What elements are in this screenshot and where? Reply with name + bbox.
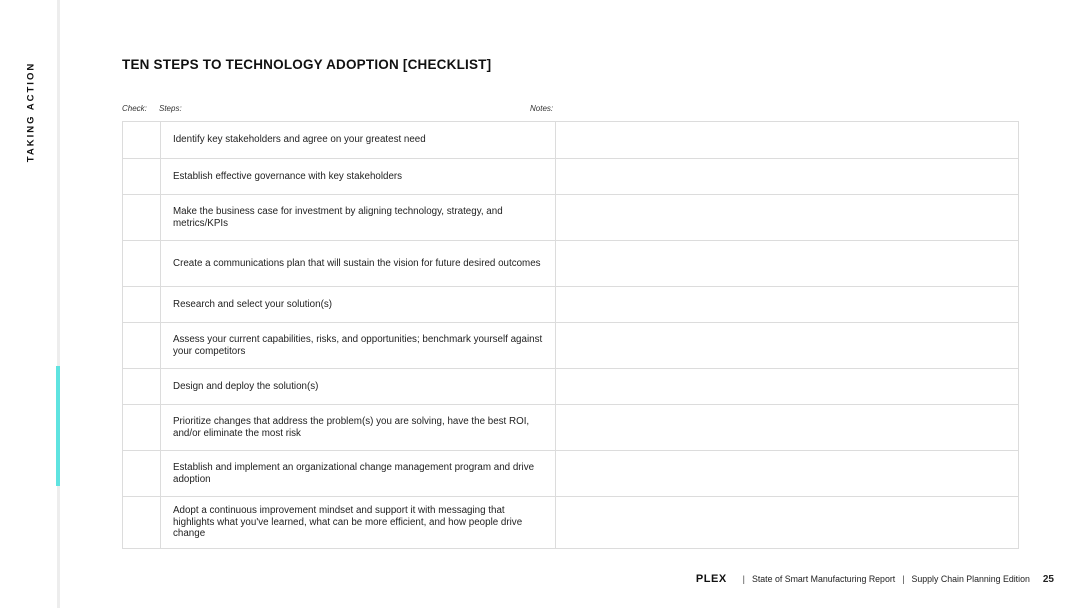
step-text: Identify key stakeholders and agree on your greatest need	[161, 122, 556, 159]
step-text: Create a communications plan that will sustain the vision for future desired outcomes	[161, 241, 556, 287]
step-text: Prioritize changes that address the problem(s) you are solving, have the best ROI, and/or eliminate the most risk	[161, 405, 556, 451]
page-number: 25	[1042, 573, 1054, 585]
check-box[interactable]	[123, 195, 161, 241]
table-row	[123, 159, 1019, 195]
notes-field[interactable]	[556, 323, 1019, 369]
notes-field[interactable]	[556, 451, 1019, 497]
steps-column-header: Steps:	[159, 104, 182, 113]
check-box[interactable]	[123, 369, 161, 405]
step-text: Establish and implement an organizational change management program and drive adoption	[161, 451, 556, 497]
table-row	[123, 323, 1019, 369]
table-row	[123, 122, 1019, 159]
check-box[interactable]	[123, 405, 161, 451]
table-row	[123, 451, 1019, 497]
check-box[interactable]	[123, 122, 161, 159]
step-text: Assess your current capabilities, risks, and opportunities; benchmark yourself against your competitors	[161, 323, 556, 369]
footer-separator: |	[902, 574, 905, 584]
notes-field[interactable]	[556, 287, 1019, 323]
notes-field[interactable]	[556, 369, 1019, 405]
notes-field[interactable]	[556, 405, 1019, 451]
check-box[interactable]	[123, 451, 161, 497]
footer-separator: |	[742, 574, 745, 584]
check-column-header: Check:	[122, 104, 147, 113]
page-footer	[696, 573, 1054, 585]
sidebar-accent-bar	[56, 366, 60, 486]
sidebar-divider	[57, 0, 60, 608]
step-text: Design and deploy the solution(s)	[161, 369, 556, 405]
table-row	[123, 497, 1019, 549]
edition-name: Supply Chain Planning Edition	[911, 574, 1030, 584]
page-title: TEN STEPS TO TECHNOLOGY ADOPTION [CHECKLIST]	[122, 57, 492, 72]
table-row	[123, 241, 1019, 287]
step-text: Make the business case for investment by aligning technology, strategy, and metrics/KPIs	[161, 195, 556, 241]
notes-column-header: Notes:	[530, 104, 554, 113]
section-label: TAKING ACTION	[25, 61, 37, 163]
notes-field[interactable]	[556, 159, 1019, 195]
report-name: State of Smart Manufacturing Report	[751, 574, 896, 584]
checklist-table	[122, 121, 1019, 549]
check-box[interactable]	[123, 323, 161, 369]
table-row	[123, 195, 1019, 241]
table-row	[123, 405, 1019, 451]
logo-text: PLEX	[695, 573, 727, 585]
table-row	[123, 369, 1019, 405]
check-box[interactable]	[123, 287, 161, 323]
check-box[interactable]	[123, 159, 161, 195]
table-row	[123, 287, 1019, 323]
notes-field[interactable]	[556, 122, 1019, 159]
notes-field[interactable]	[556, 241, 1019, 287]
check-box[interactable]	[123, 241, 161, 287]
step-text: Research and select your solution(s)	[161, 287, 556, 323]
notes-field[interactable]	[556, 195, 1019, 241]
step-text: Establish effective governance with key stakeholders	[161, 159, 556, 195]
plex-logo	[696, 573, 727, 585]
notes-field[interactable]	[556, 497, 1019, 549]
step-text: Adopt a continuous improvement mindset and support it with messaging that highlights what you've learned, what can be more efficient, and how people drive change	[161, 497, 556, 549]
check-box[interactable]	[123, 497, 161, 549]
